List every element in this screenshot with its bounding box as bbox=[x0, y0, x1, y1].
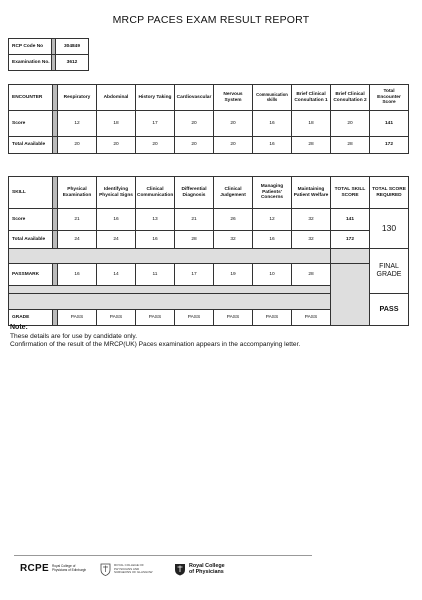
note-line-2: Confirmation of the result of the MRCP(UK) Paces examination appears in the accompanying letter. bbox=[10, 340, 301, 348]
rcp-crest-icon bbox=[174, 563, 186, 576]
rcpsg-logo-text bbox=[114, 564, 153, 574]
skill-score: 32 bbox=[292, 209, 331, 231]
encounter-total-score: 141 bbox=[370, 111, 409, 137]
skill-label: SKILL bbox=[9, 177, 53, 209]
final-grade-label: FINAL GRADE bbox=[370, 249, 409, 294]
encounter-header: History Taking bbox=[136, 85, 175, 111]
rcpe-name-line-2: Physicians of Edinburgh bbox=[51, 567, 87, 572]
skill-header: Maintaining Patient Welfare bbox=[292, 177, 331, 209]
skill-total-score: 141 bbox=[331, 209, 370, 231]
skill-total-available: 172 bbox=[331, 231, 370, 249]
encounter-score: 16 bbox=[253, 111, 292, 137]
skill-header: Differential Diagnosis bbox=[175, 177, 214, 209]
rcpe-name-line-1: Royal College of bbox=[51, 563, 76, 568]
passmark-label: PASSMARK bbox=[9, 264, 53, 286]
candidate-table bbox=[8, 38, 89, 71]
rcpsg-line-2: PHYSICIANS AND bbox=[114, 566, 140, 571]
grade-value: PASS bbox=[214, 310, 253, 326]
encounter-total: 20 bbox=[58, 137, 97, 154]
skill-total: 32 bbox=[292, 231, 331, 249]
encounter-total: 28 bbox=[331, 137, 370, 154]
skill-header: Identifying Physical Signs bbox=[97, 177, 136, 209]
skill-header: TOTAL SKILL SCORE bbox=[331, 177, 370, 209]
encounter-total-available: 172 bbox=[370, 137, 409, 154]
score-label: Score bbox=[9, 111, 53, 137]
skill-total: 24 bbox=[58, 231, 97, 249]
passmark-value: 10 bbox=[253, 264, 292, 286]
encounter-total: 28 bbox=[292, 137, 331, 154]
grey-spacer-row bbox=[9, 294, 331, 310]
skill-score: 26 bbox=[214, 209, 253, 231]
skill-score: 12 bbox=[253, 209, 292, 231]
encounter-label: ENCOUNTER bbox=[9, 85, 53, 111]
encounter-score: 17 bbox=[136, 111, 175, 137]
encounter-header: Nervous System bbox=[214, 85, 253, 111]
encounter-header: Total Encounter Score bbox=[370, 85, 409, 111]
skill-header: Physical Examination bbox=[58, 177, 97, 209]
score-label: Score bbox=[9, 209, 53, 231]
grade-value: PASS bbox=[58, 310, 97, 326]
encounter-score: 20 bbox=[214, 111, 253, 137]
passmark-value: 28 bbox=[292, 264, 331, 286]
total-available-label: Total Available bbox=[9, 231, 53, 249]
rcp-logo-text bbox=[189, 564, 225, 575]
required-score: 130 bbox=[370, 209, 409, 249]
encounter-header: Abdominal bbox=[97, 85, 136, 111]
rcpsg-logo bbox=[100, 563, 153, 576]
skill-score: 16 bbox=[97, 209, 136, 231]
rcpe-logo-text bbox=[52, 565, 86, 572]
encounter-score: 20 bbox=[175, 111, 214, 137]
rcpe-logo-mark: RCPE bbox=[20, 563, 49, 574]
exam-no-value: 3612 bbox=[56, 55, 89, 71]
note-heading: Note: bbox=[10, 324, 28, 331]
encounter-total: 16 bbox=[253, 137, 292, 154]
rcp-code-label: RCP Code No bbox=[9, 39, 52, 55]
footer-divider bbox=[14, 555, 312, 556]
rcp-line-1: Royal College bbox=[189, 562, 225, 569]
exam-no-label: Examination No. bbox=[9, 55, 52, 71]
encounter-header: Respiratory bbox=[58, 85, 97, 111]
encounter-score: 18 bbox=[97, 111, 136, 137]
skill-total: 28 bbox=[175, 231, 214, 249]
rcp-line-2: of Physicians bbox=[189, 568, 224, 575]
skill-header: Clinical Judgement bbox=[214, 177, 253, 209]
skill-score: 21 bbox=[175, 209, 214, 231]
encounter-header: Brief Clinical Consultation 1 bbox=[292, 85, 331, 111]
skill-total: 24 bbox=[97, 231, 136, 249]
rcpsg-line-3: SURGEONS OF GLASGOW bbox=[114, 570, 153, 575]
grade-value: PASS bbox=[292, 310, 331, 326]
skill-total: 16 bbox=[253, 231, 292, 249]
grey-spacer-cell bbox=[331, 249, 370, 264]
encounter-total: 20 bbox=[136, 137, 175, 154]
encounter-header: Brief Clinical Consultation 2 bbox=[331, 85, 370, 111]
grey-spacer-row bbox=[9, 286, 331, 294]
passmark-value: 17 bbox=[175, 264, 214, 286]
report-title: MRCP PACES EXAM RESULT REPORT bbox=[112, 14, 310, 26]
skill-total: 32 bbox=[214, 231, 253, 249]
crest-icon bbox=[100, 563, 111, 576]
encounter-total: 20 bbox=[175, 137, 214, 154]
skill-score: 21 bbox=[58, 209, 97, 231]
rcp-code-value: 304849 bbox=[56, 39, 89, 55]
encounter-score: 18 bbox=[292, 111, 331, 137]
rcpe-logo bbox=[20, 563, 86, 574]
encounter-header: Cardiovascular bbox=[175, 85, 214, 111]
note-block bbox=[10, 324, 300, 349]
skill-header: TOTAL SCORE REQUIRED bbox=[370, 177, 409, 209]
skill-total: 16 bbox=[136, 231, 175, 249]
grade-value: PASS bbox=[175, 310, 214, 326]
note-line-1: These details are for use by candidate only. bbox=[10, 332, 138, 340]
rcp-logo bbox=[174, 563, 225, 576]
encounter-score: 20 bbox=[331, 111, 370, 137]
grey-spacer-row bbox=[9, 249, 331, 264]
encounter-table bbox=[8, 84, 409, 154]
skill-header: Clinical Communication bbox=[136, 177, 175, 209]
grey-side-block bbox=[331, 264, 370, 326]
grade-label: GRADE bbox=[9, 310, 53, 326]
skill-table bbox=[8, 176, 409, 326]
encounter-total: 20 bbox=[97, 137, 136, 154]
encounter-header: Communication skills bbox=[253, 85, 292, 111]
passmark-value: 14 bbox=[97, 264, 136, 286]
skill-score: 13 bbox=[136, 209, 175, 231]
grade-value: PASS bbox=[136, 310, 175, 326]
grade-value: PASS bbox=[253, 310, 292, 326]
passmark-value: 19 bbox=[214, 264, 253, 286]
encounter-score: 12 bbox=[58, 111, 97, 137]
skill-header: Managing Patients' Concerns bbox=[253, 177, 292, 209]
total-available-label: Total Available bbox=[9, 137, 53, 154]
rcpsg-line-1: ROYAL COLLEGE OF bbox=[114, 563, 144, 568]
final-grade-value: PASS bbox=[370, 294, 409, 326]
passmark-value: 16 bbox=[58, 264, 97, 286]
passmark-value: 11 bbox=[136, 264, 175, 286]
encounter-total: 20 bbox=[214, 137, 253, 154]
grade-value: PASS bbox=[97, 310, 136, 326]
